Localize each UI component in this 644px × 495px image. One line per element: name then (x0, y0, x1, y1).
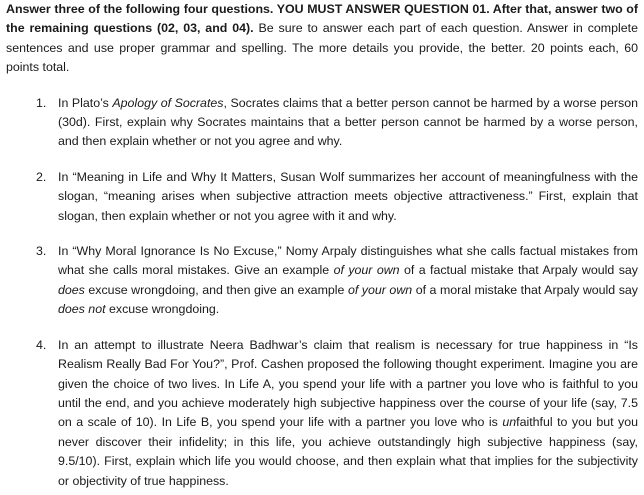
question-4 (6, 336, 638, 491)
question-text: In “Meaning in Life and Why It Matters, Susan Wolf summarizes her account of meaningfulness with the slogan, “meaning arises when subjective attraction meets objective attractiveness.” First, explain that slogan, then explain whether or not you agree with it and why. (58, 169, 638, 223)
instructions-rest: Be sure to answer each part of each question. Answer in complete sentences and use proper grammar and spelling. The more details you provide, the better. 20 points each, 60 points total. (6, 21, 638, 75)
emphasis: un (502, 415, 517, 430)
question-text-part: faithful to you but you never discover their infidelity; in this life, you achieve outstandingly high subjective happiness (say, 9.5/10). First, explain which life you would choose, and then explain what that implies for the subjectivity or objectivity of true happiness. (58, 415, 638, 488)
question-text (58, 338, 638, 488)
question-2 (6, 168, 638, 226)
question-3 (6, 242, 638, 320)
question-text-part: of a moral mistake that Arpaly would say (412, 282, 638, 297)
book-title: Apology of Socrates (112, 95, 224, 110)
question-text (58, 244, 638, 316)
emphasis: of your own (333, 263, 400, 278)
instructions-paragraph (6, 0, 638, 78)
question-1 (6, 94, 638, 152)
instructions-bold: Answer three of the following four questions. YOU MUST ANSWER QUESTION 01. After that, answer two of the remaining questions (02, 03, and 04). (6, 2, 638, 36)
question-text-part: of a factual mistake that Arpaly would say (399, 263, 638, 278)
question-number: 4. (36, 337, 47, 352)
question-text-part: In “Why Moral Ignorance Is No Excuse,” Nomy Arpaly distinguishes what she calls factual mistakes from what she calls moral mistakes. Give an example (58, 244, 638, 278)
question-text-part: excuse wrongdoing. (105, 302, 220, 317)
question-text-part: excuse wrongdoing, and then give an example (84, 282, 348, 297)
question-text-part: , Socrates claims that a better person cannot be harmed by a worse person (30d). First, explain why Socrates maintains that a better person cannot be harmed by a worse person, and then explain whether or not you agree and why. (58, 95, 638, 149)
emphasis: does (58, 282, 85, 297)
question-number: 1. (36, 95, 47, 110)
emphasis: does not (58, 302, 106, 317)
question-text-part: In an attempt to illustrate Neera Badhwar’s claim that realism is necessary for true happiness in “Is Realism Really Bad For You?”, Prof. Cashen proposed the following thought experiment. Imagine you are given the choice of two lives. In Life A, you spend your life with a partner you love who is faithful to you until the end, and you achieve moderately high subjective happiness over the course of your life (say, 7.5 on a scale of 10). In Life B, you spend your life with a partner you love who is (58, 337, 638, 430)
question-text (58, 96, 638, 149)
question-text-part: In Plato’s (58, 95, 113, 110)
emphasis: of your own (347, 282, 413, 297)
question-number: 3. (36, 244, 47, 259)
question-number: 2. (36, 169, 47, 184)
question-list (6, 94, 638, 491)
